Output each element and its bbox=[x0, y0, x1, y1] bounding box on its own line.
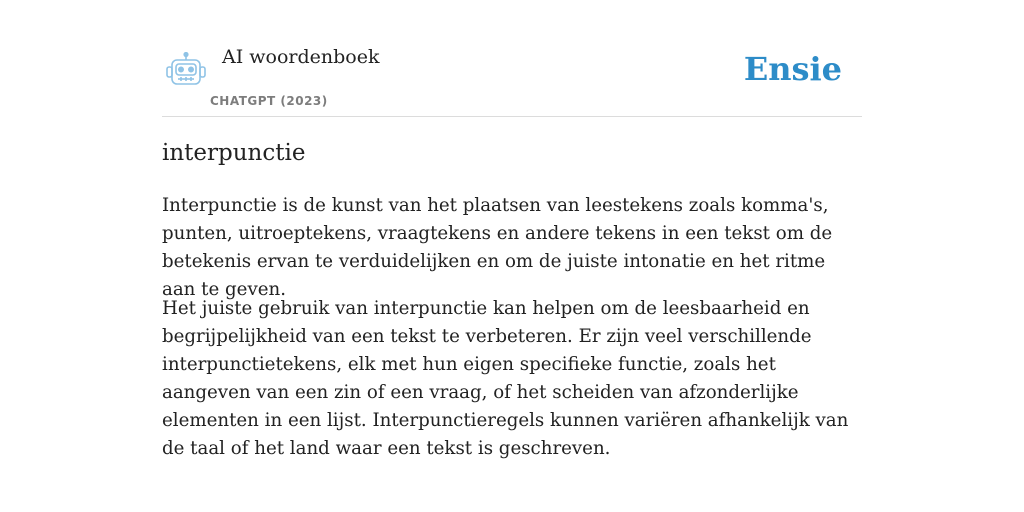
definition-paragraph-2: Het juiste gebruik van interpunctie kan helpen om de leesbaarheid en begrijpelijkheid van een tekst te verbeteren. Er zijn veel verschillende interpunctietekens, elk met hun eigen specifieke functie, zoals het aangeven van een zin of een vraag, of het scheiden van afzonderlijke elementen in een lijst. Interpunctieregels kunnen variëren afhankelijk van de taal of het land waar een tekst is geschreven. bbox=[162, 298, 849, 459]
entry-header bbox=[162, 40, 862, 117]
source-label: CHATGPT (2023) bbox=[210, 94, 328, 108]
brand-logo[interactable]: Ensie bbox=[743, 50, 842, 88]
definition-paragraph-1: Interpunctie is de kunst van het plaatsen van leestekens zoals komma's, punten, uitroeptekens, vraagtekens en andere tekens in een tekst om de betekenis ervan te verduidelijken en om de juiste intonatie en het ritme aan te geven. bbox=[162, 195, 833, 300]
entry-term: interpunctie bbox=[162, 140, 306, 166]
dictionary-title[interactable]: AI woordenboek bbox=[222, 46, 380, 68]
robot-icon bbox=[166, 52, 206, 88]
